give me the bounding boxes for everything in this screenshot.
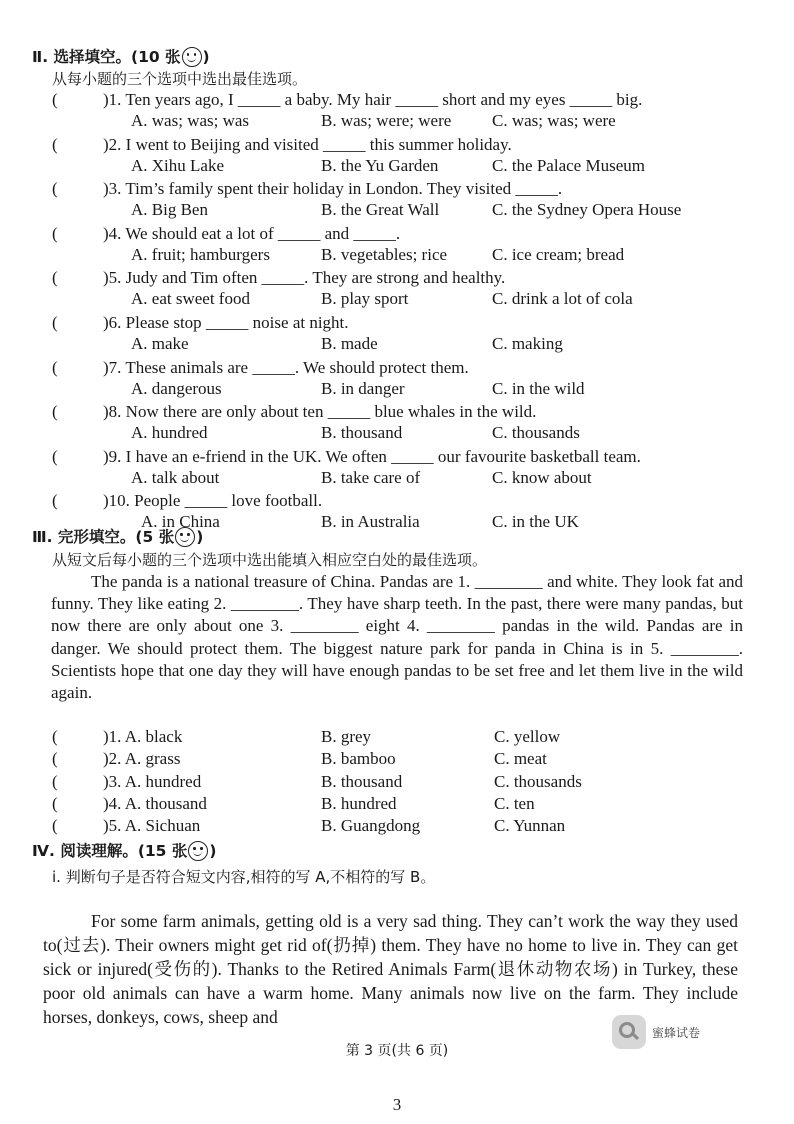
answer-paren: (	[52, 135, 58, 154]
section3-title-text: Ⅲ. 完形填空。(5 张	[32, 528, 175, 546]
option-c: C. meat	[494, 749, 547, 768]
option-c: C. thousands	[494, 772, 582, 791]
question-stem: )3. Tim’s family spent their holiday in London. They visited _____.	[103, 179, 563, 198]
section2-title-text: Ⅱ. 选择填空。(10 张	[32, 48, 181, 66]
option-c: C. in the wild	[492, 379, 585, 398]
option-a: )2. A. grass	[103, 749, 181, 768]
answer-paren: (	[52, 179, 58, 198]
smiley-icon	[188, 841, 208, 861]
option-c: C. thousands	[492, 423, 580, 442]
option-c: C. the Sydney Opera House	[492, 200, 682, 219]
page-number: 3	[392, 1095, 402, 1114]
option-c: C. the Palace Museum	[492, 156, 645, 175]
option-b: B. hundred	[321, 794, 397, 813]
option-b: B. in Australia	[321, 512, 420, 531]
option-c: C. drink a lot of cola	[492, 289, 633, 308]
option-b: B. thousand	[321, 772, 403, 791]
section3-title	[32, 526, 203, 548]
option-b: B. bamboo	[321, 749, 396, 768]
option-c: C. Yunnan	[494, 816, 566, 835]
answer-paren: (	[52, 794, 58, 813]
option-a: A. eat sweet food	[131, 289, 250, 308]
question-stem: )6. Please stop _____ noise at night.	[103, 313, 349, 332]
option-a: )5. A. Sichuan	[103, 816, 201, 835]
answer-paren: (	[52, 358, 58, 377]
smiley-icon	[182, 47, 202, 67]
page-label: 第 3 页(共 6 页)	[345, 1043, 449, 1059]
option-a: )1. A. black	[103, 727, 183, 746]
answer-paren: (	[52, 90, 58, 109]
option-c: C. yellow	[494, 727, 561, 746]
question-stem: )10. People _____ love football.	[103, 491, 323, 510]
option-a: A. talk about	[131, 468, 220, 487]
option-a: A. in China	[141, 512, 220, 531]
option-b: B. made	[321, 334, 378, 353]
answer-paren: (	[52, 313, 58, 332]
section2-title	[32, 46, 210, 68]
option-b: B. in danger	[321, 379, 405, 398]
option-a: A. fruit; hamburgers	[131, 245, 270, 264]
answer-paren: (	[52, 224, 58, 243]
question-stem: )8. Now there are only about ten _____ blue whales in the wild.	[103, 402, 537, 421]
option-c: C. making	[492, 334, 563, 353]
option-c: C. in the UK	[492, 512, 579, 531]
question-stem: )2. I went to Beijing and visited _____ this summer holiday.	[103, 135, 512, 154]
option-a: )4. A. thousand	[103, 794, 207, 813]
question-stem: )4. We should eat a lot of _____ and _____.	[103, 224, 401, 243]
section4-title-text: Ⅳ. 阅读理解。(15 张	[32, 842, 188, 860]
option-b: B. the Yu Garden	[321, 156, 439, 175]
option-a: A. Big Ben	[131, 200, 208, 219]
answer-paren: (	[52, 402, 58, 421]
option-b: B. the Great Wall	[321, 200, 440, 219]
option-b: B. play sport	[321, 289, 409, 308]
answer-paren: (	[52, 491, 58, 510]
option-a: A. dangerous	[131, 379, 222, 398]
answer-paren: (	[52, 749, 58, 768]
option-c: C. know about	[492, 468, 592, 487]
option-a: A. Xihu Lake	[131, 156, 225, 175]
option-b: B. Guangdong	[321, 816, 421, 835]
question-stem: )1. Ten years ago, I _____ a baby. My hair _____ short and my eyes _____ big.	[103, 90, 643, 109]
answer-paren: (	[52, 268, 58, 287]
option-c: C. ice cream; bread	[492, 245, 625, 264]
section3-instruction: 从短文后每小题的三个选项中选出能填入相应空白处的最佳选项。	[52, 551, 488, 569]
answer-paren: (	[52, 772, 58, 791]
answer-paren: (	[52, 727, 58, 746]
option-a: A. was; was; was	[131, 111, 250, 130]
answer-paren: (	[52, 447, 58, 466]
section4-instruction: i. 判断句子是否符合短文内容,相符的写 A,不相符的写 B。	[52, 868, 436, 886]
option-b: B. vegetables; rice	[321, 245, 448, 264]
section2-instruction: 从每小题的三个选项中选出最佳选项。	[52, 70, 308, 88]
option-c: C. ten	[494, 794, 535, 813]
section4-title-end: )	[209, 842, 217, 860]
option-c: C. was; was; were	[492, 111, 616, 130]
question-stem: )5. Judy and Tim often _____. They are strong and healthy.	[103, 268, 506, 287]
question-stem: )7. These animals are _____. We should protect them.	[103, 358, 469, 377]
section3-title-end: )	[196, 528, 204, 546]
option-a: )3. A. hundred	[103, 772, 202, 791]
answer-paren: (	[52, 816, 58, 835]
watermark-text: 蜜蜂试卷	[652, 1025, 701, 1040]
option-b: B. thousand	[321, 423, 403, 442]
section4-title	[32, 840, 216, 862]
option-b: B. grey	[321, 727, 372, 746]
option-a: A. make	[131, 334, 189, 353]
option-b: B. was; were; were	[321, 111, 452, 130]
option-b: B. take care of	[321, 468, 421, 487]
section2-title-end: )	[202, 48, 210, 66]
section3-passage: The panda is a national treasure of China. Pandas are 1. ________ and white. They look fat and funny. They like eating 2. ________. They have sharp teeth. In the past, there were many pandas, but now there are only about one 3. ________ eight 4. ________ pandas in the wild. Pandas are in danger. We should protect them. The biggest nature park for panda in China is in 5. ________. Scientists hope that one day they will have enough pandas to be set free and let them live in the wild again.	[51, 572, 743, 703]
smiley-icon	[175, 527, 195, 547]
section4-passage: For some farm animals, getting old is a very sad thing. They can’t work the way they used to(过去). Their owners might get rid of(扔掉) them. They have no home to live in. They can get sick or injured(受伤的). Thanks to the Retired Animals Farm(退休动物农场) in Turkey, these poor old animals can have a warm home. Many animals now live on the farm. They include horses, donkeys, cows, sheep and	[43, 911, 738, 1027]
question-stem: )9. I have an e-friend in the UK. We often _____ our favourite basketball team.	[103, 447, 641, 466]
option-a: A. hundred	[131, 423, 208, 442]
